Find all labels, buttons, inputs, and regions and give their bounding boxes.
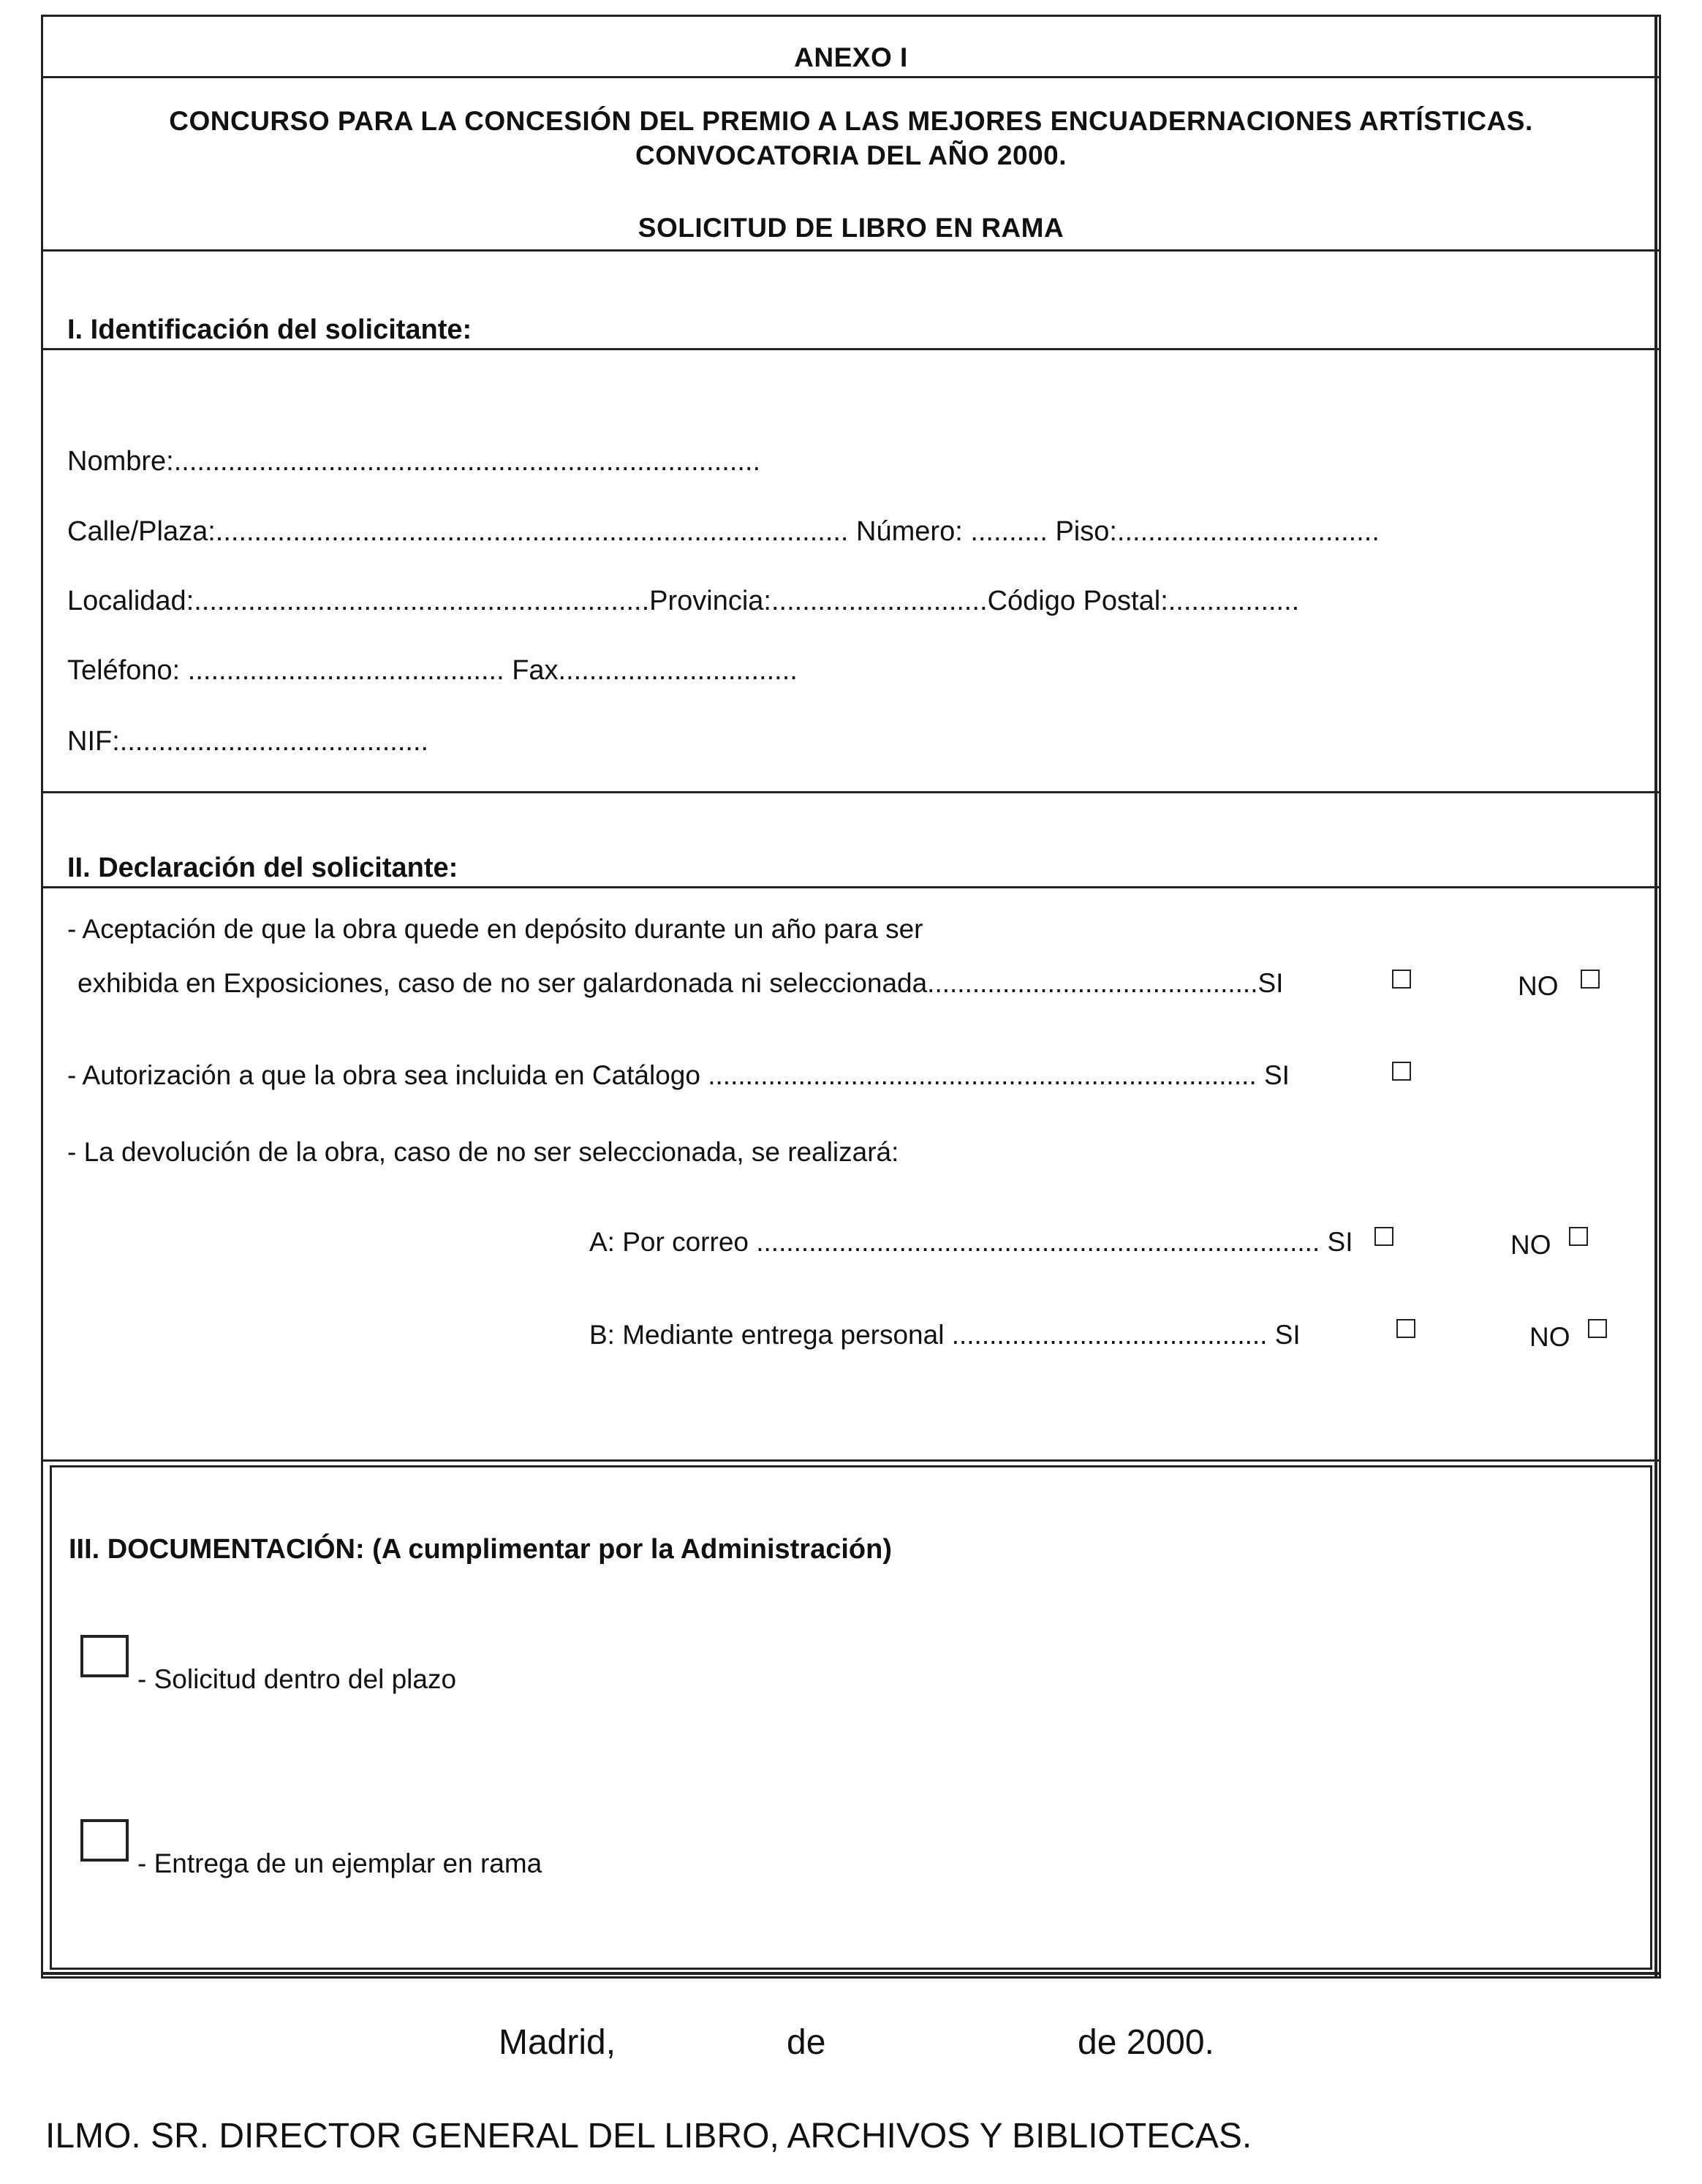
form-subtitle: SOLICITUD DE LIBRO EN RAMA: [638, 213, 1064, 243]
personal-si-checkbox[interactable]: [1396, 1319, 1415, 1338]
personal-no-label: NO: [1529, 1322, 1570, 1352]
addressee: ILMO. SR. DIRECTOR GENERAL DEL LIBRO, ARCHIVOS Y BIBLIOTECAS.: [45, 2117, 1252, 2155]
doc-in-time-checkbox[interactable]: [80, 1635, 129, 1677]
deposit-acceptance-line1: - Aceptación de que la obra quede en depósito durante un año para ser: [67, 914, 923, 944]
return-in-person: B: Mediante entrega personal .......................................... SI: [589, 1320, 1301, 1350]
return-by-mail: A: Por correo ........................................................................... SI: [589, 1227, 1353, 1257]
mail-no-label: NO: [1510, 1230, 1551, 1260]
date-city: Madrid,: [499, 2023, 616, 2062]
catalog-si-checkbox[interactable]: [1392, 1062, 1411, 1081]
divider: [41, 1459, 1661, 1462]
divider: [41, 249, 1661, 252]
divider: [41, 886, 1661, 888]
nif-field[interactable]: NIF:........................................: [67, 726, 429, 757]
frame-right-rule: [1654, 15, 1657, 1979]
divider: [41, 76, 1661, 78]
date-de-year: de 2000.: [1078, 2023, 1214, 2062]
doc-copy-delivered-label: - Entrega de un ejemplar en rama: [137, 1848, 542, 1878]
section2-heading: II. Declaración del solicitante:: [67, 853, 458, 883]
divider: [41, 791, 1661, 793]
mail-no-checkbox[interactable]: [1569, 1227, 1588, 1246]
catalog-authorization: - Autorización a que la obra sea incluida en Catálogo ......................................................................... SI: [67, 1060, 1290, 1090]
deposit-acceptance-line2: exhibida en Exposiciones, caso de no ser galardonada ni seleccionada............................................SI: [77, 968, 1284, 998]
doc-copy-delivered-checkbox[interactable]: [80, 1819, 129, 1862]
section3-heading: III. DOCUMENTACIÓN: (A cumplimentar por la Administración): [69, 1534, 892, 1565]
date-de-day: de: [787, 2023, 826, 2062]
calle-field[interactable]: Calle/Plaza:.................................................................................. Número: .......... Piso:..................................: [67, 516, 1380, 547]
contest-title-line1: CONCURSO PARA LA CONCESIÓN DEL PREMIO A LAS MEJORES ENCUADERNACIONES ARTÍSTICAS.: [169, 106, 1533, 136]
doc-in-time-label: - Solicitud dentro del plazo: [137, 1664, 457, 1694]
telefono-field[interactable]: Teléfono: ......................................... Fax...............................: [67, 655, 798, 686]
nombre-field[interactable]: Nombre:............................................................................: [67, 446, 761, 477]
annex-label: ANEXO I: [794, 42, 908, 72]
divider: [41, 348, 1661, 350]
section1-heading: I. Identificación del solicitante:: [67, 314, 472, 345]
localidad-field[interactable]: Localidad:...........................................................Provincia:............................Código Postal:.................: [67, 586, 1300, 616]
frame-bottom-rule: [41, 1972, 1661, 1975]
contest-title-line2: CONVOCATORIA DEL AÑO 2000.: [635, 140, 1067, 170]
deposit-si-checkbox[interactable]: [1392, 970, 1411, 989]
mail-si-checkbox[interactable]: [1374, 1227, 1393, 1246]
deposit-no-label: NO: [1518, 971, 1559, 1001]
deposit-no-checkbox[interactable]: [1581, 970, 1600, 989]
personal-no-checkbox[interactable]: [1588, 1319, 1607, 1338]
return-method-intro: - La devolución de la obra, caso de no ser seleccionada, se realizará:: [67, 1137, 899, 1167]
